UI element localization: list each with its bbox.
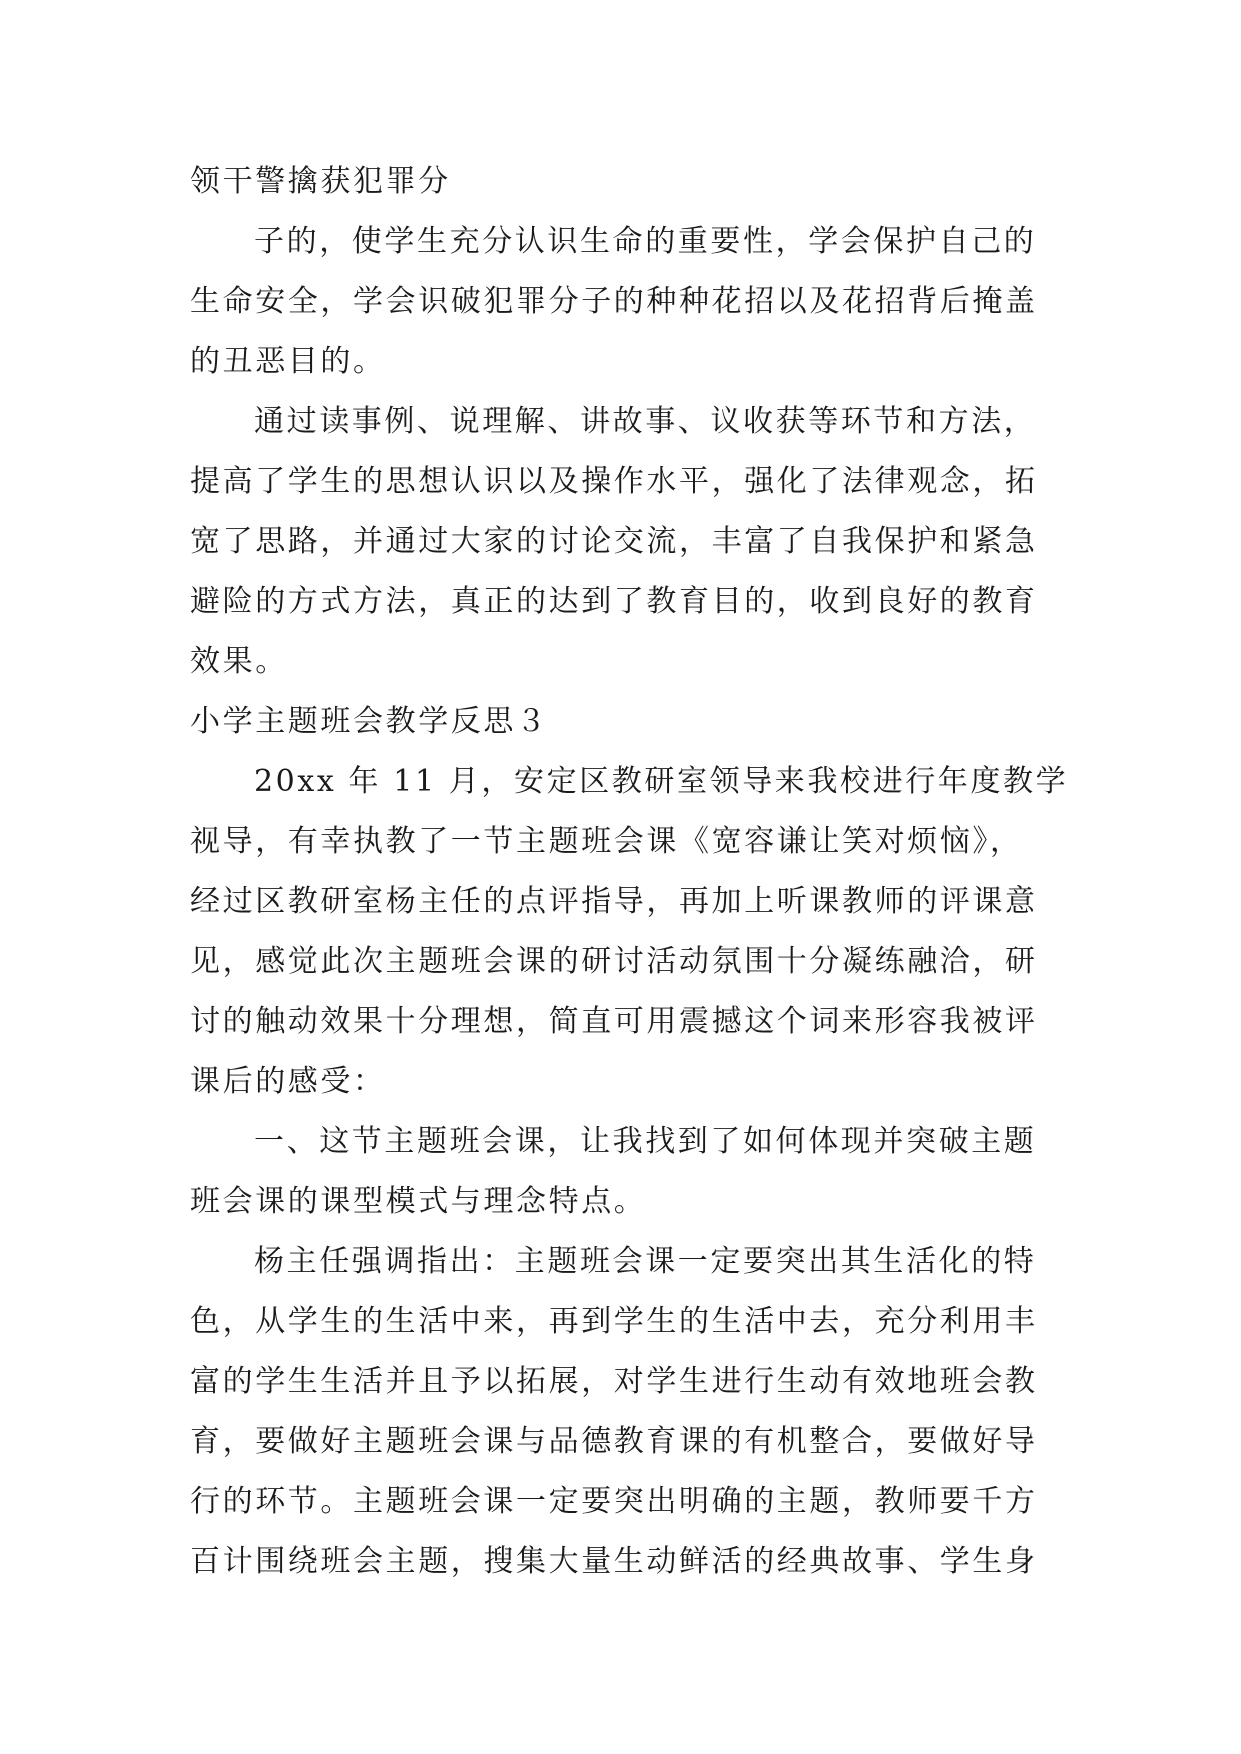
text-line: 提高了学生的思想认识以及操作水平，强化了法律观念，拓 [190, 464, 1038, 499]
text-line: 的丑恶目的。 [190, 344, 386, 379]
text-line: 领干警擒获犯罪分 [190, 164, 451, 199]
text-line: 视导，有幸执教了一节主题班会课《宽容谦让笑对烦恼》， [190, 824, 1023, 859]
text-line: 20xx 年 11 月，安定区教研室领导来我校进行年度教学 [254, 764, 1069, 799]
text-line: 见，感觉此次主题班会课的研讨活动氛围十分凝练融洽，研 [190, 944, 1038, 979]
text-line: 行的环节。主题班会课一定要突出明确的主题，教师要千方 [190, 1484, 1038, 1519]
text-line: 讨的触动效果十分理想，简直可用震撼这个词来形容我被评 [190, 1004, 1038, 1039]
text-line: 一、这节主题班会课，让我找到了如何体现并突破主题 [254, 1124, 1037, 1159]
text-line: 育，要做好主题班会课与品德教育课的有机整合，要做好导 [190, 1424, 1038, 1459]
text-line: 色，从学生的生活中来，再到学生的生活中去，充分利用丰 [190, 1304, 1038, 1339]
section-heading: 小学主题班会教学反思３ [190, 704, 549, 739]
document-body [190, 152, 1069, 1592]
text-line: 宽了思路，并通过大家的讨论交流，丰富了自我保护和紧急 [190, 524, 1038, 559]
text-line: 效果。 [190, 644, 288, 679]
text-line: 课后的感受： [190, 1064, 386, 1099]
text-line: 富的学生生活并且予以拓展，对学生进行生动有效地班会教 [190, 1364, 1038, 1399]
text-line: 经过区教研室杨主任的点评指导，再加上听课教师的评课意 [190, 884, 1038, 919]
text-line: 百计围绕班会主题，搜集大量生动鲜活的经典故事、学生身 [190, 1544, 1038, 1579]
text-line: 杨主任强调指出：主题班会课一定要突出其生活化的特 [254, 1244, 1037, 1279]
text-line: 班会课的课型模式与理念特点。 [190, 1184, 647, 1219]
text-line: 通过读事例、说理解、讲故事、议收获等环节和方法， [254, 404, 1037, 439]
text-line: 避险的方式方法，真正的达到了教育目的，收到良好的教育 [190, 584, 1038, 619]
text-line: 生命安全，学会识破犯罪分子的种种花招以及花招背后掩盖 [190, 284, 1038, 319]
text-line: 子的，使学生充分认识生命的重要性，学会保护自己的 [254, 224, 1037, 259]
